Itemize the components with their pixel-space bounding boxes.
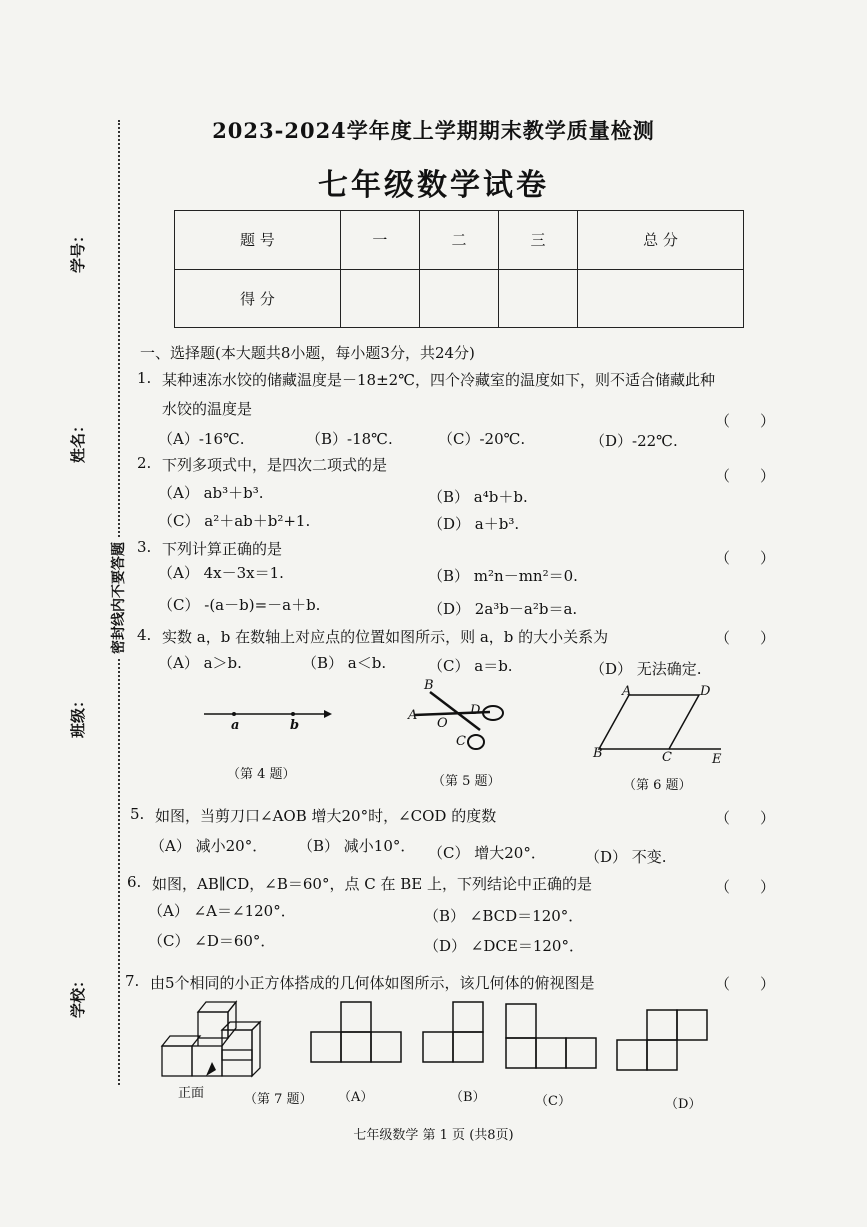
figure-5-caption: （第 5 题）	[432, 774, 501, 789]
option-a: （A） 4x－3x＝1.	[158, 564, 284, 582]
option-c-view	[503, 1002, 603, 1072]
option-b-view	[420, 1000, 500, 1064]
option-b: （B） a＜b.	[302, 654, 387, 672]
page-footer: 七年级数学 第 1 页 (共8页)	[353, 1128, 514, 1143]
option-d: （D） 2a³b－a²b＝a.	[428, 600, 578, 618]
cube-side	[228, 1002, 236, 1038]
score-header-cell: 三	[499, 211, 578, 270]
cube	[198, 1012, 228, 1038]
option-d: （D）-22℃.	[590, 432, 678, 450]
answer-blank[interactable]: （ ）	[715, 975, 776, 993]
option-a-label: （A）	[338, 1090, 374, 1105]
cube	[192, 1046, 222, 1076]
cube	[222, 1030, 252, 1060]
question-text: 某种速冻水饺的储藏温度是－18±2℃，四个冷藏室的温度如下，则不适合储藏此种	[162, 371, 715, 389]
label-b: b	[290, 718, 300, 733]
option-a: （A）-16℃.	[158, 430, 245, 448]
figure-6-caption: （第 6 题）	[623, 778, 692, 793]
point-a	[232, 712, 236, 716]
option-b: （B） m²n－mn²＝0.	[428, 567, 578, 585]
label-D: D	[700, 684, 711, 699]
option-c: （C） a²＋ab＋b²+1.	[158, 512, 311, 530]
answer-blank[interactable]: （ ）	[715, 878, 776, 896]
exam-subtitle: 七年级数学试卷	[318, 168, 549, 203]
label-C: C	[456, 734, 466, 749]
school-label: 学校：	[69, 972, 88, 1019]
option-c: （C） a＝b.	[428, 657, 513, 675]
label-a: a	[231, 718, 240, 733]
option-d: （D） a＋b³.	[428, 515, 520, 533]
question-text: 下列多项式中，是四次二项式的是	[162, 456, 388, 474]
option-b: （B） a⁴b＋b.	[428, 488, 528, 506]
figure-4-caption: （第 4 题）	[227, 767, 296, 782]
option-c: （C） ∠D＝60°．	[148, 932, 276, 950]
score-table	[174, 210, 744, 328]
figure-4-number-line	[200, 700, 340, 740]
question-number: 6.	[127, 873, 142, 891]
answer-blank[interactable]: （ ）	[715, 809, 776, 827]
option-b-label: （B）	[450, 1090, 486, 1105]
label-C: C	[662, 750, 672, 765]
name-label: 姓名：	[69, 417, 88, 464]
seal-note: 密封线内不要答题	[108, 538, 128, 658]
cube-side	[252, 1022, 260, 1076]
answer-blank[interactable]: （ ）	[715, 549, 776, 567]
score-header-cell: 一	[340, 211, 419, 270]
exam-title: 2023-2024学年度上学期期末教学质量检测	[212, 118, 655, 143]
score-input-cell[interactable]	[340, 269, 419, 328]
section-heading: 一、选择题(本大题共8小题，每小题3分，共24分)	[140, 344, 475, 362]
cube-top	[198, 1002, 236, 1012]
student-id-label: 学号：	[69, 227, 88, 274]
figure-6-parallelogram	[595, 685, 735, 755]
label-B: B	[593, 746, 603, 761]
option-d-view	[614, 1008, 714, 1078]
option-d: （D） ∠DCE＝120°．	[424, 937, 584, 955]
cube	[162, 1046, 192, 1076]
option-d: （D） 无法确定.	[590, 660, 702, 678]
option-d: （D） 不变.	[585, 848, 667, 866]
option-a: （A） a＞b.	[158, 654, 242, 672]
option-d-label: （D）	[665, 1097, 702, 1112]
front-label: 正面	[178, 1086, 205, 1101]
cube	[222, 1050, 252, 1076]
answer-blank[interactable]: （ ）	[715, 467, 776, 485]
question-text: 如图，AB∥CD，∠B＝60°，点 C 在 BE 上，下列结论中正确的是	[152, 875, 592, 893]
label-A: A	[622, 684, 632, 699]
option-a-view	[308, 1000, 408, 1064]
question-number: 2.	[137, 454, 152, 472]
parallelogram-shape	[599, 695, 699, 749]
score-header-cell: 题 号	[175, 211, 341, 270]
option-b: （B） ∠BCD＝120°．	[424, 907, 584, 925]
question-number: 7.	[125, 972, 140, 990]
score-input-cell[interactable]	[499, 269, 578, 328]
figure-7-caption: （第 7 题）	[244, 1092, 313, 1107]
option-c: （C）-20℃.	[438, 430, 526, 448]
question-text: 由5个相同的小正方体搭成的几何体如图所示，该几何体的俯视图是	[150, 974, 595, 992]
option-b: （B） 减小10°．	[298, 837, 416, 855]
label-E: E	[712, 752, 722, 767]
option-a: （A） 减小20°．	[150, 837, 268, 855]
question-text: 实数 a，b 在数轴上对应点的位置如图所示，则 a，b 的大小关系为	[162, 628, 609, 646]
option-a: （A） ab³＋b³.	[158, 484, 264, 502]
option-c-label: （C）	[535, 1094, 571, 1109]
question-number: 1.	[137, 369, 152, 387]
label-B: B	[424, 678, 434, 693]
label-O: O	[437, 716, 448, 731]
point-b	[291, 712, 295, 716]
label-D: D	[470, 703, 481, 718]
option-c: （C） -(a－b)=－a＋b.	[158, 596, 321, 614]
question-number: 4.	[137, 626, 152, 644]
score-input-cell[interactable]	[419, 269, 498, 328]
label-A: A	[408, 708, 418, 723]
question-text: 如图，当剪刀口∠AOB 增大20°时，∠COD 的度数	[155, 807, 497, 825]
score-input-cell[interactable]	[578, 269, 744, 328]
edge	[222, 1038, 228, 1046]
handle-ring	[468, 735, 484, 749]
answer-blank[interactable]: （ ）	[715, 412, 776, 430]
option-a: （A） ∠A＝∠120°．	[148, 902, 296, 920]
answer-blank[interactable]: （ ）	[715, 629, 776, 647]
score-header-cell: 二	[419, 211, 498, 270]
cube-top	[162, 1036, 200, 1046]
option-b: （B）-18℃.	[306, 430, 393, 448]
figure-7-cubes	[158, 998, 288, 1088]
question-text: 下列计算正确的是	[162, 540, 283, 558]
option-c: （C） 增大20°．	[428, 844, 546, 862]
question-text: 水饺的温度是	[162, 400, 253, 418]
arrow-icon	[324, 710, 332, 718]
question-number: 3.	[137, 538, 152, 556]
arrow-icon	[206, 1062, 216, 1076]
score-header-cell: 总 分	[578, 211, 744, 270]
score-row-label: 得 分	[175, 269, 341, 328]
question-number: 5.	[130, 805, 145, 823]
class-label: 班级：	[69, 692, 88, 739]
